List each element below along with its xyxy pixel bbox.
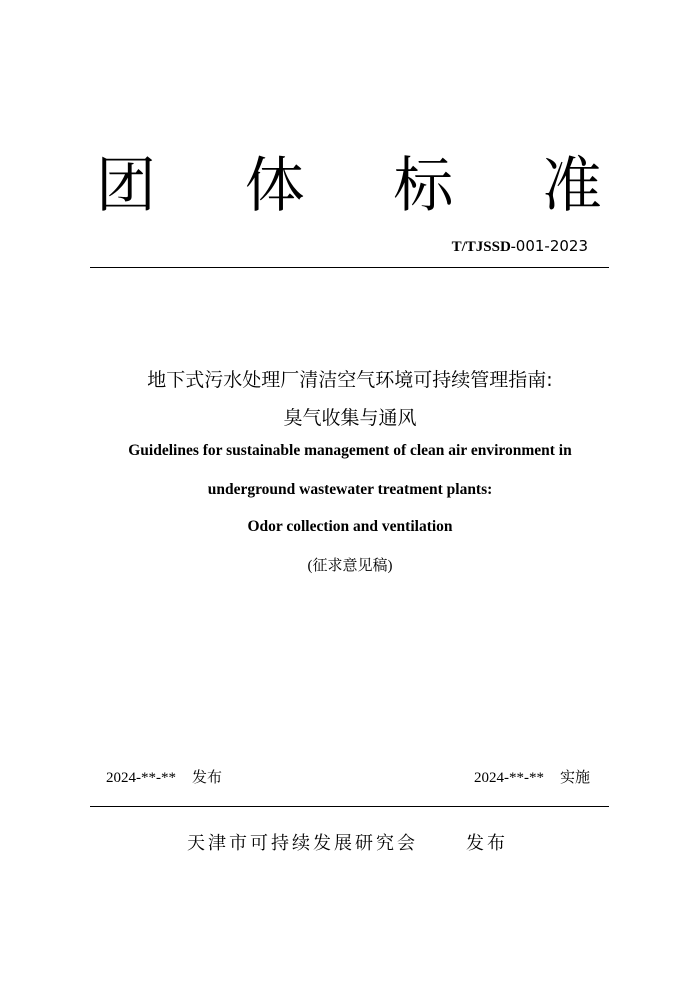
- implement-date-row: [474, 767, 590, 788]
- english-title-line-2: underground wastewater treatment plants:: [207, 481, 493, 498]
- chinese-title-line-1: 地下式污水处理厂清洁空气环境可持续管理指南:: [147, 369, 553, 391]
- publish-label: 发布: [192, 768, 223, 786]
- publish-date-row: [106, 767, 222, 788]
- standard-code: 001-2023: [515, 237, 588, 255]
- document-type-title: [88, 148, 610, 224]
- standard-prefix: T/TJSSD-: [451, 239, 516, 255]
- standard-number: [452, 236, 588, 257]
- organization-name: 天津市可持续发展研究会: [187, 833, 418, 854]
- title-char: 体: [244, 151, 305, 221]
- english-title-line-3: Odor collection and ventilation: [247, 518, 453, 535]
- publish-date: 2024-**-**: [106, 770, 176, 786]
- top-divider: [90, 267, 609, 268]
- draft-note: (征求意见稿): [307, 558, 393, 574]
- bottom-divider: [90, 806, 609, 807]
- implement-label: 实施: [559, 768, 590, 786]
- organization-publish-word: 发布: [466, 833, 508, 854]
- chinese-title-line-2: 臭气收集与通风: [283, 407, 417, 429]
- title-char: 标: [393, 151, 454, 221]
- implement-date: 2024-**-**: [473, 770, 544, 786]
- title-char: 准: [541, 151, 602, 221]
- title-char: 团: [96, 151, 156, 221]
- english-title-line-1: Guidelines for sustainable management of clean air environment in: [128, 442, 572, 459]
- publishing-organization: [187, 832, 508, 856]
